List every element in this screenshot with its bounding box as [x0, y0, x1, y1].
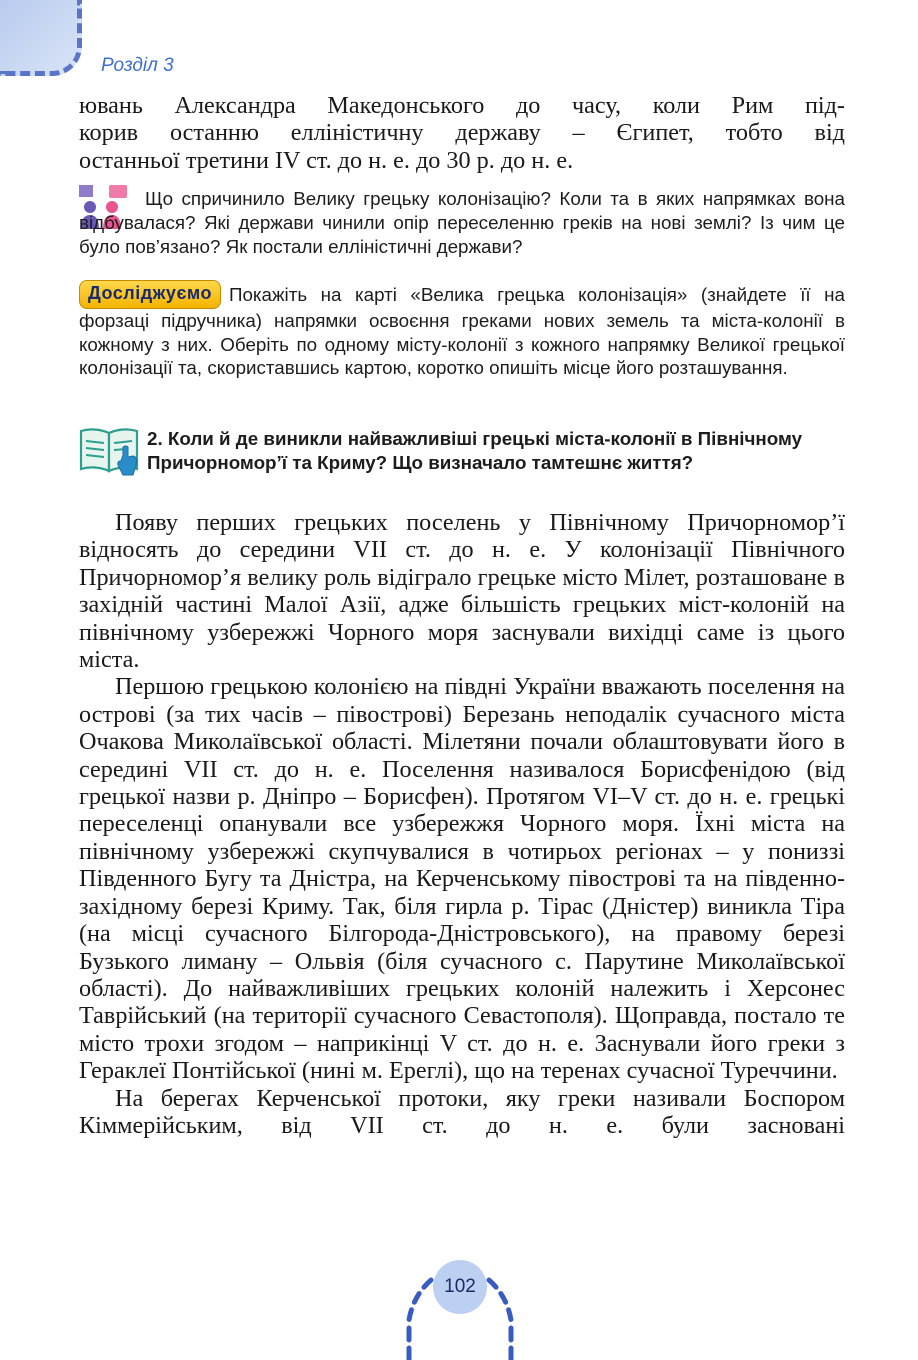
- paragraph: Появу перших грецьких поселень у Північному Причорномор’ї відносять до середини VII ст. до н. е. У колонізації Північного Причорномор’я велику роль відіграло грецьке місто Мілет, розташоване в західній частині Малої Азії, адже більшість грецьких міст-колоній на північному узбережжі Чорного моря заснували вихідці саме із цього міста.: [79, 509, 845, 674]
- paragraph: Першою грецькою колонією на півдні України вважають поселення на острові (за тих часів – півострові) Березань неподалік сучасного міста Очакова Миколаївської області. Мілетяни почали облаштовувати його в середині VII ст. до н. е. Поселення називалося Борисфенідою (від грецької назви р. Дніпро – Борисфен). Протягом VI–V ст. до н. е. грецькі переселенці опанували все узбережжя Чорного моря. Їхні міста на північному узбережжі скупчувалися в чотирьох регіонах – у пониззі Південного Бугу та Дністра, на Керченському півострові та на південно-західному березі Криму. Так, біля гирла р. Тірас (Дністер) виникла Тіра (на місці сучасного Білгорода-Дністровського), на правому березі Бузького лиману – Ольвія (біля сучасного с. Парутине Миколаївської області). До найважливіших грецьких колоній належить і Херсонес Таврійський (на території сучасного Севастополя). Щоправда, постало те місто трохи згодом – наприкінці V ст. до н. е. Заснували його греки з Гераклеї Понтійської (нині м. Ереглі), що на теренах сучасної Туреччини.: [79, 673, 845, 1085]
- paragraph: На берегах Керченської протоки, яку греки називали Боспором Кіммерійським, від VII ст. до н. е. були засновані: [79, 1084, 845, 1139]
- open-book-icon: [79, 425, 141, 477]
- intro-line: останньої третини IV ст. до н. е. до 30 р. до н. е.: [79, 146, 574, 174]
- research-text: Покажіть на карті «Велика грецька колонізація» (знайдете її на форзаці підручника) напрямки освоєння греками нових земель та міста-колонії в кожному з них. Оберіть по одному місту-колонії з кожного напрямку Великої грецької колонізації та, скориставшись картою, коротко опишіть місце його розташування.: [79, 284, 845, 379]
- research-badge: Досліджуємо: [79, 280, 221, 309]
- main-text: [79, 509, 845, 1139]
- page-number: 102: [433, 1260, 487, 1314]
- questions-text: Що спричинило Велику грецьку колонізацію? Коли та в яких напрямках вона відбувалася? Які держави чинили опір переселенню греків на нові землі? Із чим це було пов’язано? Як постали елліністичні держави?: [79, 188, 845, 257]
- intro-text: [79, 92, 845, 174]
- research-block: [79, 280, 845, 380]
- corner-dashed-border: [0, 0, 82, 76]
- section-heading: 2. Коли й де виникли найважливіші грецькі міста-колонії в Північному Причорномор’ї та Криму? Що визначало тамтешнє життя?: [147, 428, 803, 473]
- intro-line: ювань Александра Македонського до часу, коли Рим під-: [79, 92, 845, 119]
- section-label: Розділ 3: [101, 55, 174, 76]
- intro-line: корив останню елліністичну державу – Єгипет, тобто від: [79, 119, 845, 147]
